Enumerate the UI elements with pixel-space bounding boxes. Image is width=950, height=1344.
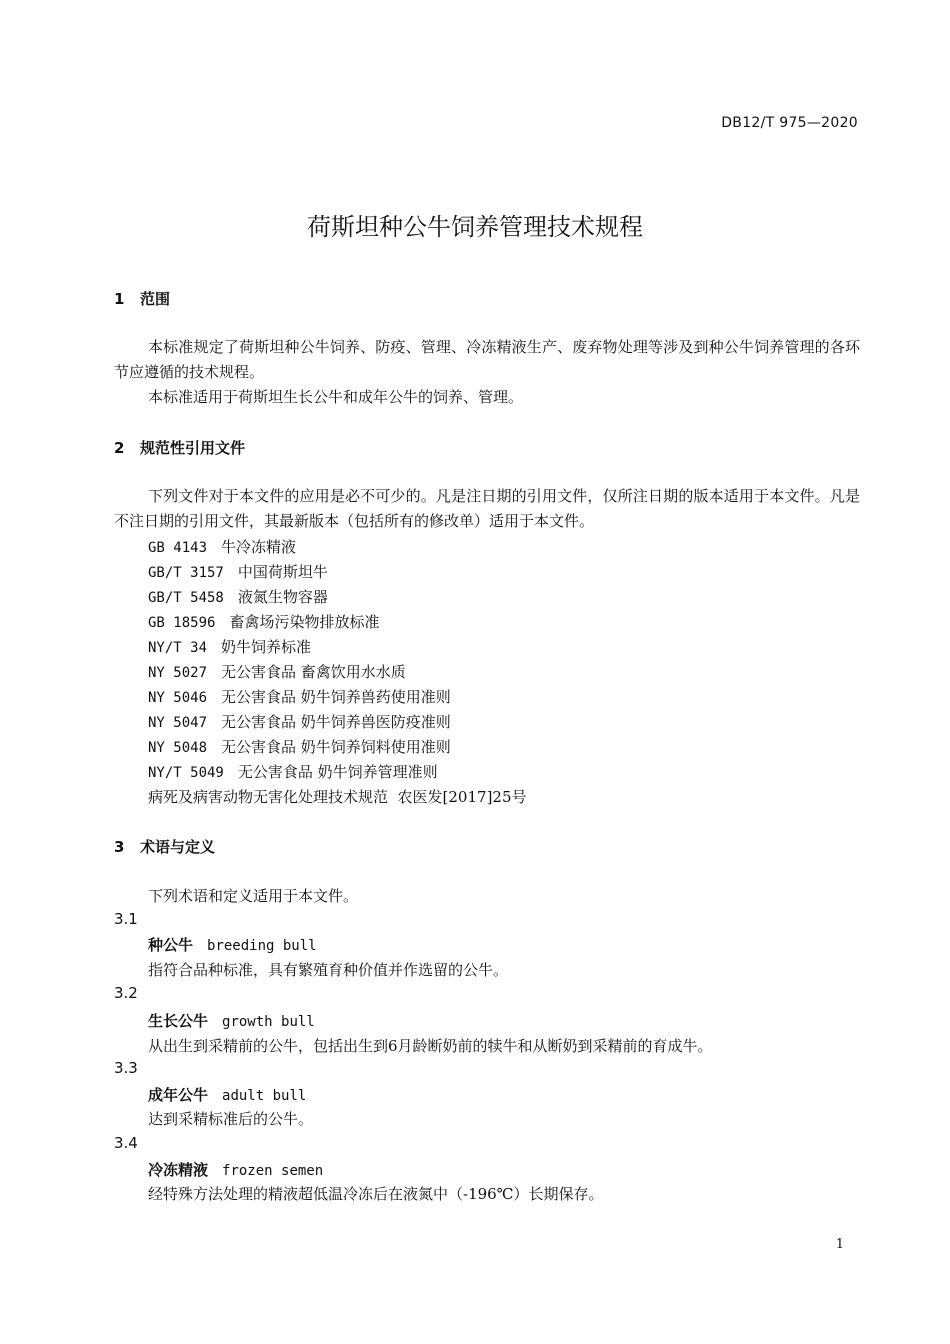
term-entry — [148, 934, 317, 955]
section-title: 范围 — [140, 290, 171, 308]
term-entry — [148, 1159, 323, 1180]
term-number: 3.2 — [114, 984, 138, 1002]
reference-code: NY 5047 — [148, 715, 208, 731]
reference-item — [148, 736, 451, 757]
term-definition: 经特殊方法处理的精液超低温冷冻后在液氮中（-196℃）长期保存。 — [148, 1185, 604, 1203]
reference-item: 病死及病害动物无害化处理技术规范 农医发[2017]25号 — [148, 788, 527, 806]
page-number: 1 — [835, 1237, 844, 1252]
section-title: 术语与定义 — [140, 838, 216, 856]
reference-title: 中国荷斯坦牛 — [237, 563, 328, 581]
term-name: 成年公牛 — [148, 1086, 209, 1104]
reference-code: NY 5046 — [148, 690, 208, 706]
reference-title: 无公害食品 奶牛饲养兽医防疫准则 — [221, 713, 451, 731]
section-heading-terms-definitions — [114, 836, 215, 857]
paragraph: 下列文件对于本文件的应用是必不可少的。凡是注日期的引用文件，仅所注日期的版本适用于本文件。凡是不注日期的引用文件，其最新版本（包括所有的修改单）适用于本文件。 — [114, 487, 860, 530]
term-name: 生长公牛 — [148, 1012, 209, 1030]
reference-item — [148, 561, 328, 582]
reference-item — [148, 711, 451, 732]
reference-item — [148, 761, 438, 782]
section-number: 3 — [114, 838, 125, 856]
term-number: 3.3 — [114, 1059, 138, 1077]
term-name: 种公牛 — [148, 936, 194, 954]
reference-code: NY 5048 — [148, 740, 208, 756]
reference-title: 无公害食品 畜禽饮用水水质 — [221, 663, 406, 681]
paragraph: 本标准适用于荷斯坦生长公牛和成年公牛的饲养、管理。 — [148, 388, 524, 406]
term-english: frozen semen — [222, 1163, 324, 1179]
reference-title: 液氮生物容器 — [237, 588, 328, 606]
reference-item — [148, 636, 311, 657]
reference-code: NY 5027 — [148, 665, 208, 681]
term-entry — [148, 1010, 315, 1031]
reference-title: 无公害食品 奶牛饲养兽药使用准则 — [221, 688, 451, 706]
term-english: growth bull — [222, 1014, 315, 1030]
reference-code: NY/T 34 — [148, 640, 208, 656]
term-english: adult bull — [222, 1088, 307, 1104]
paragraph: 下列术语和定义适用于本文件。 — [148, 887, 359, 905]
reference-title: 畜禽场污染物排放标准 — [229, 613, 380, 631]
reference-code: GB 4143 — [148, 540, 208, 556]
reference-item — [148, 536, 296, 557]
section-heading-scope — [114, 288, 170, 309]
term-entry — [148, 1084, 306, 1105]
section-heading-normative-references — [114, 437, 245, 458]
reference-code: GB 18596 — [148, 615, 216, 631]
term-number: 3.1 — [114, 910, 138, 928]
reference-item — [148, 611, 379, 632]
term-english: breeding bull — [207, 938, 317, 954]
reference-title: 奶牛饲养标准 — [221, 638, 312, 656]
reference-code: NY/T 5049 — [148, 765, 224, 781]
reference-code: GB/T 5458 — [148, 590, 224, 606]
reference-title: 牛冷冻精液 — [221, 538, 297, 556]
page-title: 荷斯坦种公牛饲养管理技术规程 — [307, 213, 643, 241]
term-number: 3.4 — [114, 1134, 138, 1152]
reference-item — [148, 686, 451, 707]
term-name: 冷冻精液 — [148, 1161, 209, 1179]
paragraph: 本标准规定了荷斯坦种公牛饲养、防疫、管理、冷冻精液生产、废弃物处理等涉及到种公牛饲养管理的各环节应遵循的技术规程。 — [114, 338, 860, 381]
section-number: 2 — [114, 439, 125, 457]
term-definition: 指符合品种标准，具有繁殖育种价值并作选留的公牛。 — [148, 961, 509, 979]
reference-title: 无公害食品 奶牛饲养饲料使用准则 — [221, 738, 451, 756]
section-number: 1 — [114, 290, 125, 308]
term-definition: 达到采精标准后的公牛。 — [148, 1110, 314, 1128]
term-definition: 从出生到采精前的公牛，包括出生到6月龄断奶前的犊牛和从断奶到采精前的育成牛。 — [148, 1037, 713, 1055]
document-code: DB12/T 975—2020 — [721, 115, 858, 131]
reference-title: 无公害食品 奶牛饲养管理准则 — [237, 763, 438, 781]
reference-item — [148, 586, 328, 607]
reference-item — [148, 661, 406, 682]
section-title: 规范性引用文件 — [140, 439, 246, 457]
reference-code: GB/T 3157 — [148, 565, 224, 581]
